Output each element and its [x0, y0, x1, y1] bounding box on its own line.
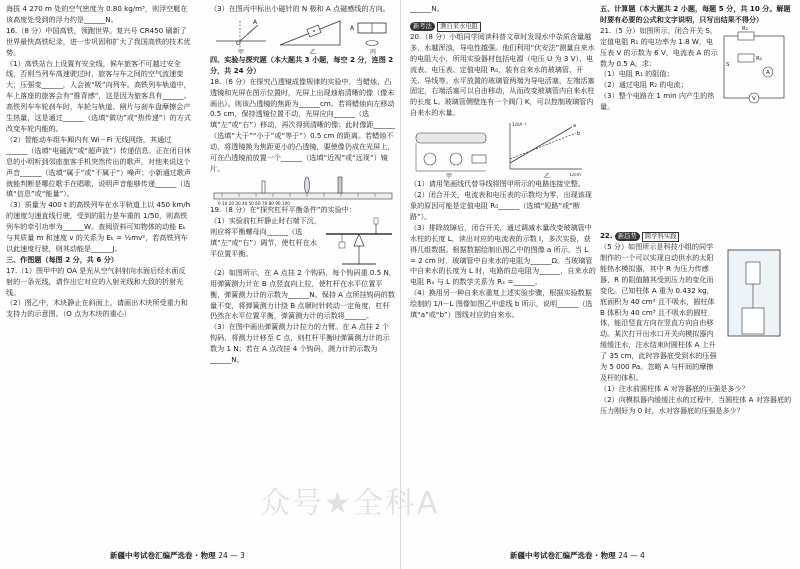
fig-label-yi: 乙	[310, 48, 317, 55]
lens-icon	[305, 177, 310, 193]
label-a: A	[766, 69, 770, 76]
optical-bench-figure	[210, 175, 396, 205]
q22-tank-figure	[720, 242, 790, 342]
q18-text: 18.（6 分）在探究凸透镜成像规律的实验中，当蜡烛、凸透镜和光屏在图示位置时，光屏上出现烛焰清晰的像（像未画出）。则该凸透镜的焦距为______cm。若将蜡烛向左移动 0.5 cm，保持透镜位置不动，光屏应向______（选填“左”或“右”）移动，再次得到清晰的像；此时像距______（选填“大于”“小于”或“等于”）0.5 cm 的距离。若蜡烛不动，将透镜换为焦距更小的凸透镜，要使像仍成在光屏上，可在凸透镜前放置一个______（选填“近视”或“远视”）镜片。	[210, 76, 395, 173]
q19-part3: （3）在图中画出弹簧测力计拉力的力臂。在 A 点挂 2 个钩码，将测力计移至 C 点，则杠杆平衡时弹簧测力计的示数为 1 N；若在 A 点改挂 4 个钩码，测力计的示数为______N。	[210, 322, 390, 365]
q16-part3: （3）质量为 400 t 的高铁列车在水平轨道上以 450 km/h 的速度匀速直线行驶，受到的阻力是车重的 1/50，则高铁列车的牵引功率为______W。查阅资料可知物体的动能 Eₖ 与其质量 m 和速度 v 的关系为 Eₖ = ½mv²，若高铁列车以此速度行驶，则其动能是______J。	[6, 200, 191, 253]
figure-yi-incline	[280, 21, 340, 45]
q19-row	[210, 216, 396, 268]
footer-left-title: 新疆中考试卷汇编严选卷 · 物理	[110, 551, 216, 560]
q22-text: （5 分）如图所示是科技小组的同学制作的一个可以实现自动供水的太阳能热水模拟器，其中 R 为压力传感器，R 的阻值随其受到压力的变化而变化。已知柱体 A 重为 0.432 kg，底面积为 40 cm² 且不吸水，圆柱体 B 体积为 40 cm³ 且不吸水的圆柱体，能沿竖直方向在竖直方向自由移动。某次打开出水口开关向模拟器内缓缓注水，注水结束时圆柱体 A 上升了 35 cm，此时容器底受到水的压强为 5 000 Pa。忽略 A 与杆间的摩擦及杆的体积。	[600, 242, 717, 382]
page-fold	[400, 0, 401, 569]
label-switch: S	[726, 61, 730, 68]
q17-part3: （3）在图丙中标出小磁针的 N 极和 A 点磁感线的方向。	[210, 4, 390, 13]
figures-jia-yi-bing	[210, 15, 396, 55]
series-b-label: b	[577, 131, 581, 138]
badge-topic: 测自来水电阻	[437, 22, 481, 32]
footer-right	[510, 550, 645, 561]
cylinder-a-icon	[742, 308, 764, 334]
q16-title: 16.（8 分）中国高铁，领跑世界。复兴号 CR450 刷新了世界最快高铁纪录，进一步巩固和扩大了我国高铁的技术优势。	[6, 25, 191, 57]
answer-space	[600, 113, 792, 231]
q20-part4: （4）换用另一种自来水重复上述实验步骤，根据实验数据绘制的 1/I－L 图像如图乙中虚线 b 所示，说明______（选填“a”或“b”）图线对应的自来水。	[410, 288, 593, 320]
column-2	[210, 4, 396, 366]
section-3-heading: 三、作图题（每图 2 分，共 6 分）	[6, 254, 118, 264]
q17-part1: 17.（1）图甲中的 OA 是光从空气斜射向水面后经水面反射的一条光线，请作出它对应的入射光线和大致的折射光线。	[6, 265, 186, 297]
series-a-label: a	[573, 123, 577, 130]
q20-figures	[410, 119, 590, 179]
q21-block	[600, 26, 718, 113]
q20-part2: （2）闭合开关，电流表和电压表的示数均为零，出现该现象的原因可能是定值电阻 R₀______（选填“短路”或“断路”）。	[410, 190, 592, 221]
badge-new-trend: 新趋势	[615, 232, 640, 241]
q20-part3: （3）排除故障后，闭合开关，通过调减水量改变玻璃管中水柱的长度 L，读出对应的电流表的示数 I，多次实验，获得几组数据。根据数据绘制出图乙中的图像 a 所示，当 L = 2 cm 时，玻璃管中自来水的电阻为______Ω。当玻璃管中自来水的长度为 L 时，电路的总电阻为______，自来水的电阻 Rₓ 与 L 的数学关系为 Rₓ =______。	[410, 222, 596, 287]
q19-title: 19.（8 分）在“探究杠杆平衡条件”的实验中：	[210, 204, 356, 214]
q20-text: 20.（8 分）小组同学阅读科普文章时发现水中杂质含量越多，水越浑浊，导电性越强。他们利用“伏安法”测量自来水的电阻大小，所用实验器材包括电源（电压 U 为 3 V）、电流表、电压表、定值电阻 R₀，装有自来水的玻璃管、开关、导线等。水平放置的玻璃管两端为导电活塞，左端活塞固定，右端活塞可以自由移动，从而改变玻璃管内自来水柱的长度 L。玻璃管侧壁连有一个阀门 K，可以控制玻璃管内自来水的水量。	[410, 31, 595, 118]
ammeter-icon	[424, 153, 436, 165]
q22-part1: （1）注水前圆柱体 A 对容器底的压强是多少？	[600, 383, 749, 393]
screen-icon	[338, 177, 342, 193]
figure-bing-magnet	[350, 23, 386, 46]
footer-right-title: 新疆中考试卷汇编严选卷 · 物理	[510, 551, 616, 560]
ruler-scale: 0 10 20 30 40 50 60 70 80 90 100	[218, 200, 290, 205]
svg-text:O: O	[236, 39, 241, 47]
q16-part1: （1）高铁站台上设置有安全线，候车旅客不可越过安全线，否则当列车高速驶过时，旅客与车之间的空气流速变大，压强变______，人会被“吸”向列车。高铁列车轨道中，车上落座的旅客会有“推背感”，这是因为旅客具有______。高铁列车车轮刹车时，车轮与轨道、闸片与刹车盘摩擦会产生热量，这是通过______（选填“做功”或“热传递”）的方式改变车轮内能的。	[6, 58, 191, 133]
badge-new-method: 新考法	[410, 22, 435, 31]
footer-left-page: 24 — 3	[218, 551, 245, 560]
graph-xlabel: L/cm	[570, 173, 581, 179]
q21-part2: （2）通过电阻 R₂ 的电流；	[600, 80, 688, 90]
resistor-r1-icon	[738, 32, 754, 40]
candle-icon	[262, 181, 265, 193]
q16-part2: （2）智能动车组车厢内有 Wi－Fi 无线网络，其通过______（选填“电磁波”或“超声波”）传递信息。正在闭目休息的小明听到邻座旅客手机突然传出的歌声，对他来说这个声音______（选填“属于”或“不属于”）噪声；小新通过歌声就能判断是哪位歌手在唱歌，说明声音能够传递______（选填“信息”或“能量”）。	[6, 134, 191, 199]
fig-label-jia: 甲	[446, 173, 453, 180]
footer-right-page: 24 — 4	[618, 551, 645, 560]
voltmeter-icon	[450, 153, 462, 165]
q20-part1: （1）请用笔画线代替导线将图甲所示的电路连接完整。	[410, 179, 585, 189]
column-3	[410, 4, 596, 321]
section-5-heading: 五、计算题（本大题共 2 小题，每题 5 分，共 10 分。解题时要有必要的公式和文字说明，只写出结果不得分）	[600, 4, 791, 24]
resistor-r0-icon	[472, 155, 486, 163]
watermark-text: 众号★全科A	[260, 486, 440, 521]
fig-label-yi: 乙	[544, 173, 551, 180]
q22-number: 22.	[600, 231, 613, 241]
column-4	[600, 4, 792, 417]
q21-circuit-figure	[718, 26, 790, 106]
graph-yi	[510, 122, 582, 179]
footer-left	[110, 550, 245, 561]
label-r2: R₂	[756, 55, 763, 62]
q22-row	[600, 242, 792, 384]
column-1	[6, 4, 192, 320]
q19-continued: ______N。	[410, 4, 444, 13]
q17-part2: （2）图乙中，木块静止在斜面上，请画出木块所受重力和支持力的示意图。（O 点为木块的重心）	[6, 298, 188, 319]
resistor-r2-icon	[738, 54, 754, 62]
q21-row	[600, 26, 792, 113]
q21-part3: （3）整个电路在 1 min 内产生的热量。	[600, 91, 715, 112]
circuit-jia	[416, 133, 486, 179]
cylinder-b-icon	[746, 262, 760, 284]
fig-label-jia: 甲	[238, 48, 245, 55]
q21-part1: （1）电阻 R₁ 的阻值；	[600, 69, 674, 79]
lever-figure	[322, 216, 394, 268]
fig-label-bing: 丙	[370, 48, 377, 55]
svg-text:A: A	[350, 24, 355, 32]
intro-text: 海拔 4 270 m 处的空气密度为 0.80 kg/m³，则浮空艇在该高度处受到的浮力约是______N。	[6, 4, 188, 24]
section-4-heading: 四、实验与探究题（本大题共 3 小题，每空 2 分，连图 2 分，共 24 分）	[210, 54, 394, 75]
svg-text:A: A	[253, 18, 258, 26]
figure-jia-water-surface	[216, 19, 266, 49]
label-r1: R₁	[742, 25, 749, 32]
graph-ylabel: 1/I/A⁻¹	[512, 123, 527, 129]
glass-tube-icon	[416, 133, 486, 143]
q21-text: 21.（5 分）如图所示，闭合开关 S，定值电阻 R₁ 的电功率为 1.8 W，电压表 V 的示数为 6 V，电流表 A 的示数为 0.5 A。求：	[600, 25, 718, 68]
label-v: V	[752, 95, 756, 102]
q19-part1: （1）实验前杠杆静止时右端下沉，则应将平衡螺母向______（选填“左”或“右”）调节，使杠杆在水平位置平衡。	[210, 215, 321, 258]
q19-part2: （2）如图所示，在 A 点挂 2 个钩码，每个钩码重 0.5 N，用弹簧测力计在 B 点竖直向上拉，使杠杆在水平位置平衡，弹簧测力计的示数为______N。保持 A 点所挂钩码的数量不变，将弹簧测力计绕 B 点顺时针转动一定角度，杠杆仍然在水平位置平衡，弹簧测力计的示数将______。	[210, 267, 396, 321]
q22-part2: （2）向模拟器内缓缓注水的过程中，当圆柱体 A 对容器底的压力刚好为 0 时，水对容器底的压强是多少？	[600, 394, 792, 415]
badge-interdisciplinary: 跨学科实践	[642, 232, 679, 242]
